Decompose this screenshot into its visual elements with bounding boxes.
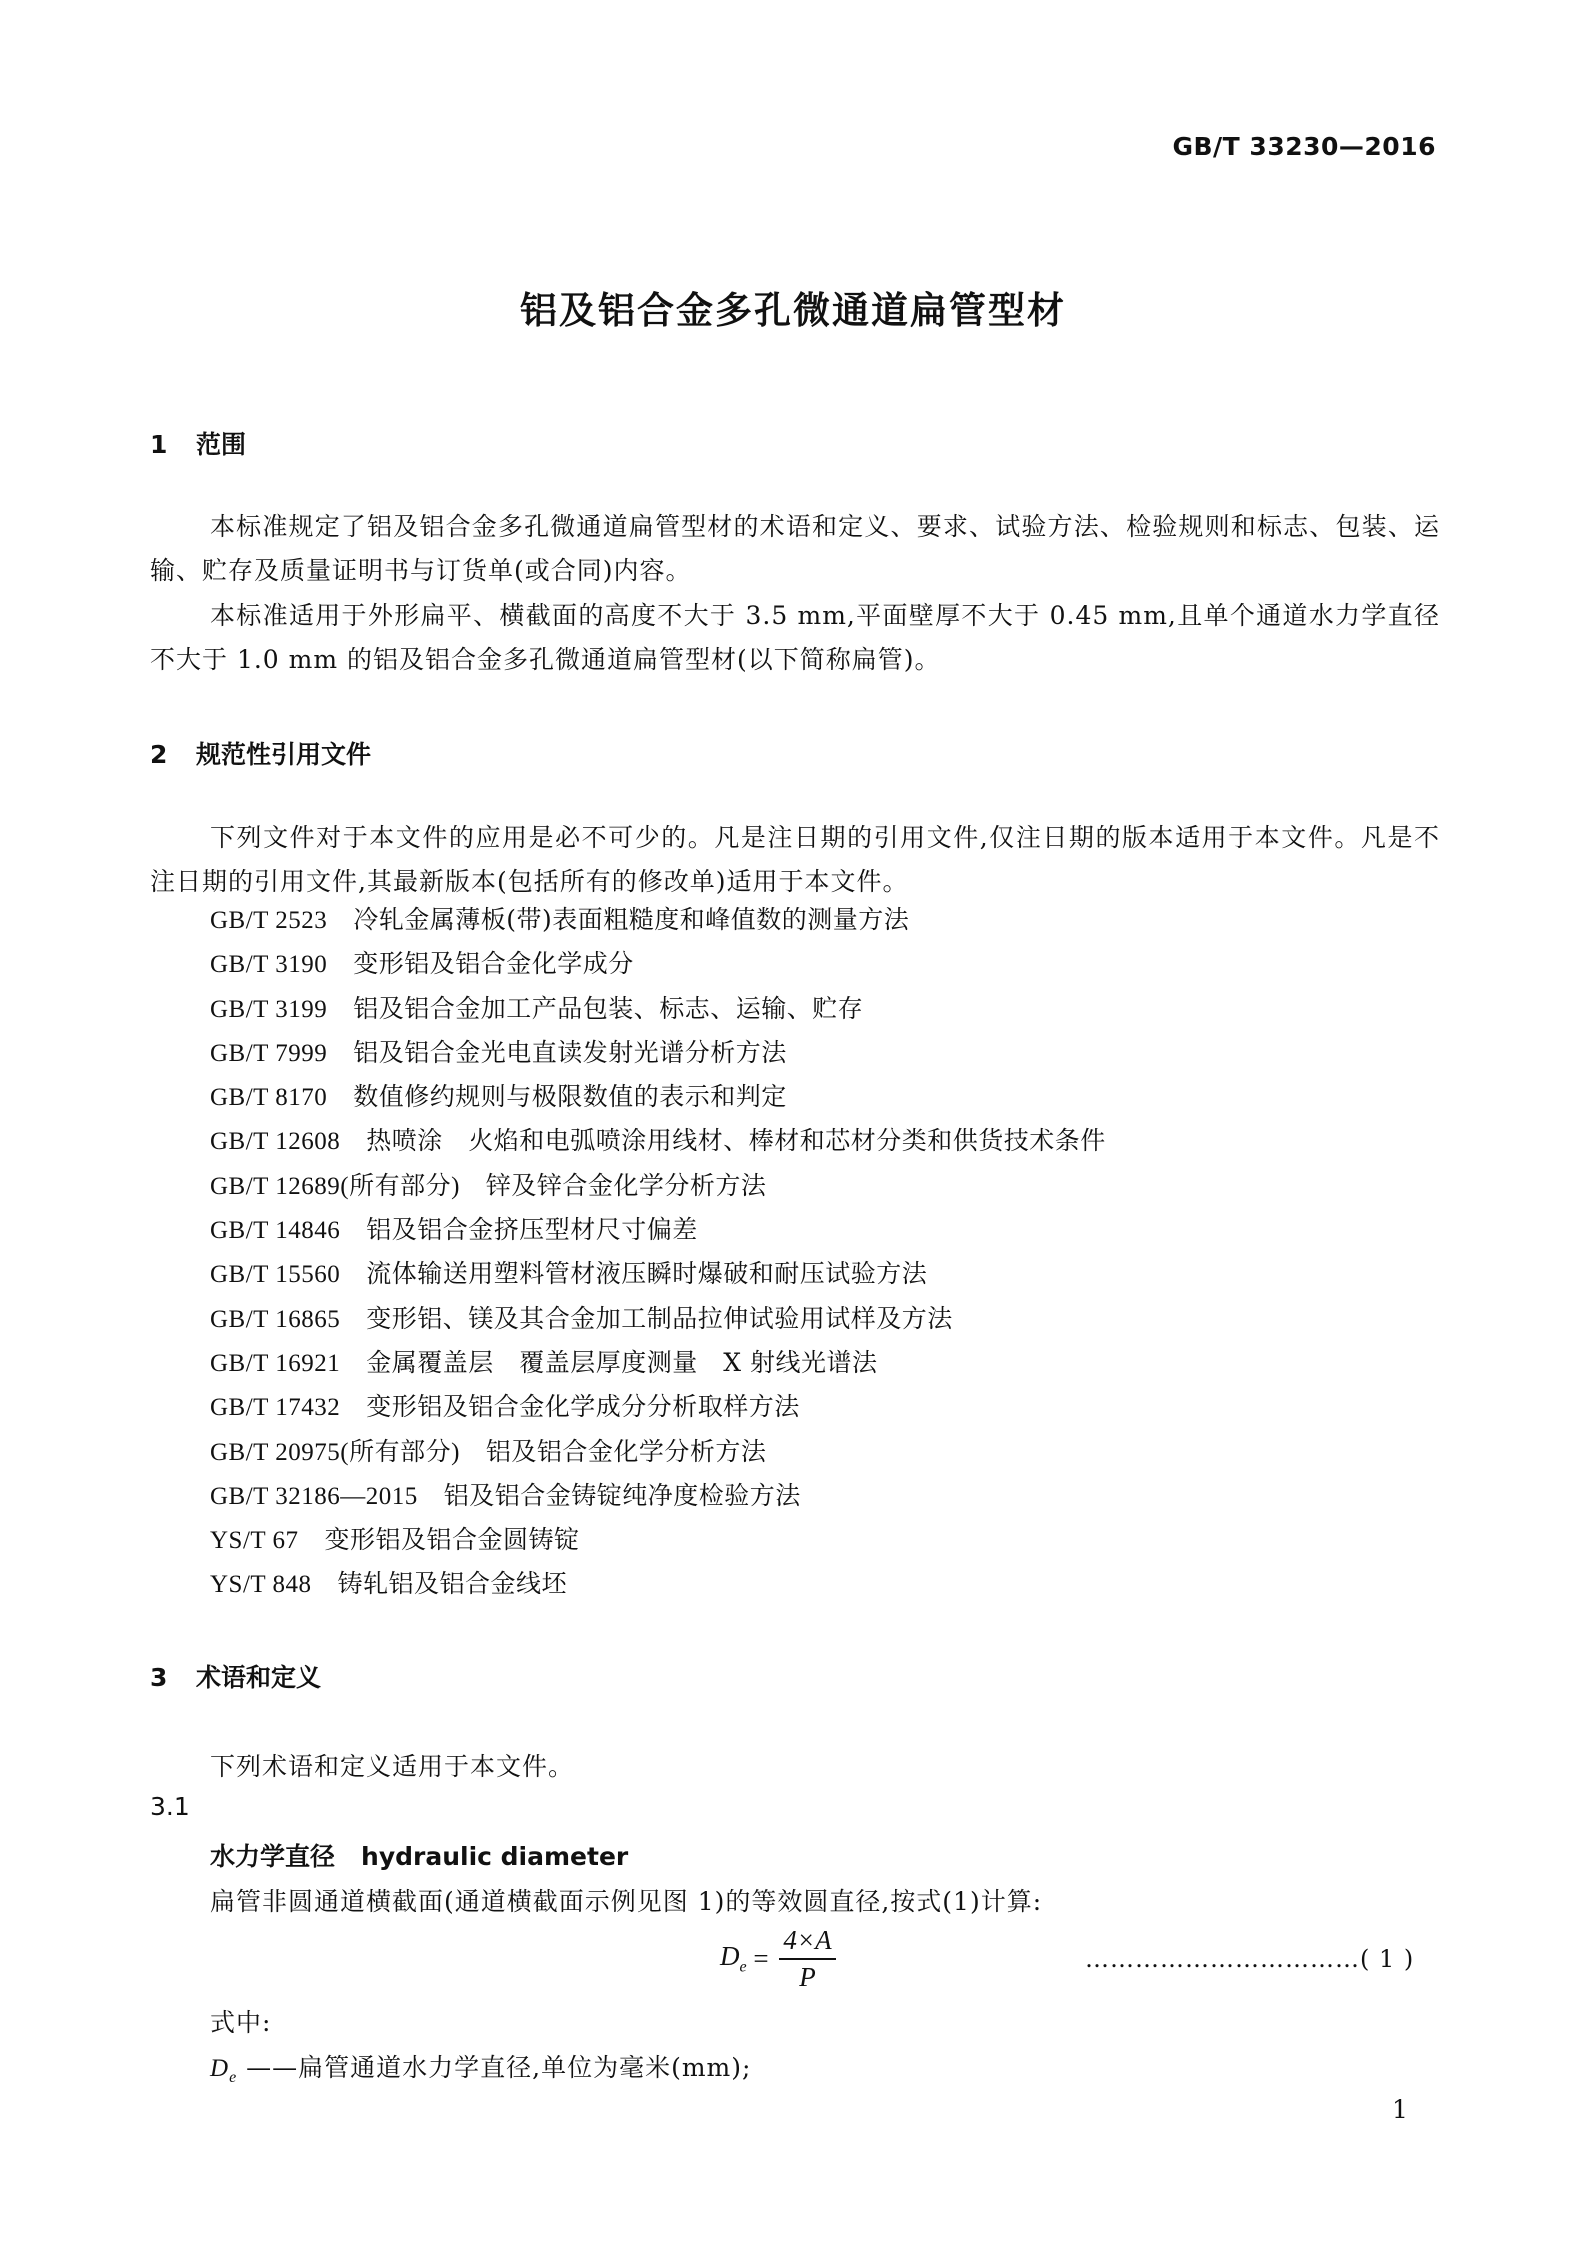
section-3-heading	[150, 1658, 321, 1694]
equation-number	[1085, 1945, 1414, 1973]
reference-item	[210, 1077, 1106, 1121]
formula-1	[720, 1925, 836, 1993]
term-heading	[210, 1837, 628, 1873]
formula-fraction	[779, 1925, 835, 1993]
reference-title: 变形铝及铝合金圆铸锭	[324, 1525, 580, 1555]
formula-subscript: e	[739, 1958, 747, 1976]
normative-intro: 下列文件对于本文件的应用是必不可少的。凡是注日期的引用文件,仅注日期的版本适用于本文件。凡是不注日期的引用文件,其最新版本(包括所有的修改单)适用于本文件。	[150, 823, 1440, 896]
reference-title: 热喷涂 火焰和电弧喷涂用线材、棒材和芯材分类和供货技术条件	[366, 1126, 1106, 1156]
reference-title: 锌及锌合金化学分析方法	[485, 1170, 767, 1200]
reference-item	[210, 1432, 1106, 1476]
reference-title: 数值修约规则与极限数值的表示和判定	[353, 1082, 787, 1112]
reference-title: 流体输送用塑料管材液压瞬时爆破和耐压试验方法	[366, 1259, 928, 1289]
reference-item	[210, 1520, 1106, 1564]
reference-item	[210, 1254, 1106, 1298]
reference-code: GB/T 32186—2015	[210, 1482, 418, 1510]
reference-item	[210, 1033, 1106, 1077]
reference-item	[210, 1121, 1106, 1165]
reference-title: 铝及铝合金化学分析方法	[485, 1436, 767, 1466]
clause-number: 3.1	[150, 1792, 190, 1821]
variable-symbol	[210, 2055, 238, 2086]
variable-description: ——扁管通道水力学直径,单位为毫米(mm);	[237, 2053, 752, 2082]
where-label: 式中:	[210, 2008, 272, 2037]
reference-code: GB/T 8170	[210, 1084, 328, 1112]
reference-title: 金属覆盖层 覆盖层厚度测量 X 射线光谱法	[366, 1347, 878, 1377]
reference-code: GB/T 17432	[210, 1394, 341, 1422]
term-chinese: 水力学直径	[210, 1842, 336, 1871]
equation-leader: ……………………………	[1085, 1945, 1360, 1973]
reference-code: GB/T 2523	[210, 907, 328, 934]
reference-title: 变形铝、镁及其合金加工制品拉伸试验用试样及方法	[366, 1303, 953, 1333]
equation-label: ( 1 )	[1360, 1945, 1415, 1973]
reference-code: GB/T 12608	[210, 1128, 341, 1156]
reference-item	[210, 900, 1106, 944]
section-title: 规范性引用文件	[196, 740, 372, 769]
reference-item	[210, 1476, 1106, 1520]
reference-title: 变形铝及铝合金化学成分	[353, 949, 634, 979]
reference-title: 铝及铝合金挤压型材尺寸偏差	[366, 1215, 698, 1245]
reference-code: GB/T 3190	[210, 951, 328, 979]
reference-code: GB/T 20975(所有部分)	[210, 1438, 460, 1466]
reference-code: GB/T 12689(所有部分)	[210, 1172, 460, 1200]
scope-paragraph-1: 本标准规定了铝及铝合金多孔微通道扁管型材的术语和定义、要求、试验方法、检验规则和标志、包装、运输、贮存及质量证明书与订货单(或合同)内容。	[150, 512, 1440, 585]
formula-denominator: P	[799, 1962, 816, 1992]
formula-lhs	[720, 1941, 747, 1976]
formula-symbol: D	[720, 1941, 740, 1972]
reference-title: 冷轧金属薄板(带)表面粗糙度和峰值数的测量方法	[353, 905, 910, 934]
reference-item	[210, 1210, 1106, 1254]
reference-title: 铸轧铝及铝合金线坯	[337, 1569, 567, 1599]
section-number: 3	[150, 1663, 168, 1692]
reference-code: GB/T 16921	[210, 1349, 341, 1377]
terms-intro: 下列术语和定义适用于本文件。	[210, 1752, 575, 1781]
reference-code: GB/T 7999	[210, 1039, 328, 1067]
reference-item	[210, 1387, 1106, 1431]
reference-title: 铝及铝合金加工产品包装、标志、运输、贮存	[353, 993, 864, 1023]
section-number: 1	[150, 430, 168, 459]
standard-number: GB/T 33230—2016	[1172, 132, 1436, 161]
section-2-heading	[150, 735, 371, 771]
reference-item	[210, 944, 1106, 988]
term-english: hydraulic diameter	[361, 1842, 629, 1871]
reference-code: YS/T 67	[210, 1527, 299, 1555]
reference-code: GB/T 14846	[210, 1217, 341, 1245]
variable-letter: D	[210, 2055, 230, 2082]
reference-item	[210, 1564, 1106, 1608]
page-number: 1	[1392, 2095, 1408, 2124]
reference-code: GB/T 16865	[210, 1305, 341, 1333]
formula-numerator: 4×A	[779, 1925, 835, 1960]
variable-definition	[210, 2048, 751, 2087]
term-definition: 扁管非圆通道横截面(通道横截面示例见图 1)的等效圆直径,按式(1)计算:	[210, 1887, 1043, 1916]
reference-code: YS/T 848	[210, 1571, 312, 1599]
variable-subscript: e	[229, 2069, 238, 2086]
reference-item	[210, 1343, 1106, 1387]
reference-title: 铝及铝合金光电直读发射光谱分析方法	[353, 1037, 787, 1067]
reference-title: 铝及铝合金铸锭纯净度检验方法	[443, 1480, 801, 1510]
reference-item	[210, 1299, 1106, 1343]
section-number: 2	[150, 740, 168, 769]
reference-item	[210, 1166, 1106, 1210]
formula-equals: =	[746, 1943, 769, 1974]
reference-item	[210, 989, 1106, 1033]
reference-title: 变形铝及铝合金化学成分分析取样方法	[366, 1392, 800, 1422]
section-1-heading	[150, 425, 246, 461]
reference-list	[210, 900, 1106, 1609]
section-title: 范围	[196, 430, 247, 459]
document-title: 铝及铝合金多孔微通道扁管型材	[520, 289, 1066, 332]
section-title: 术语和定义	[196, 1663, 322, 1692]
reference-code: GB/T 15560	[210, 1261, 341, 1289]
scope-paragraph-2: 本标准适用于外形扁平、横截面的高度不大于 3.5 mm,平面壁厚不大于 0.45 mm,且单个通道水力学直径不大于 1.0 mm 的铝及铝合金多孔微通道扁管型材(以下简称扁管)。	[150, 601, 1440, 674]
reference-code: GB/T 3199	[210, 995, 328, 1023]
